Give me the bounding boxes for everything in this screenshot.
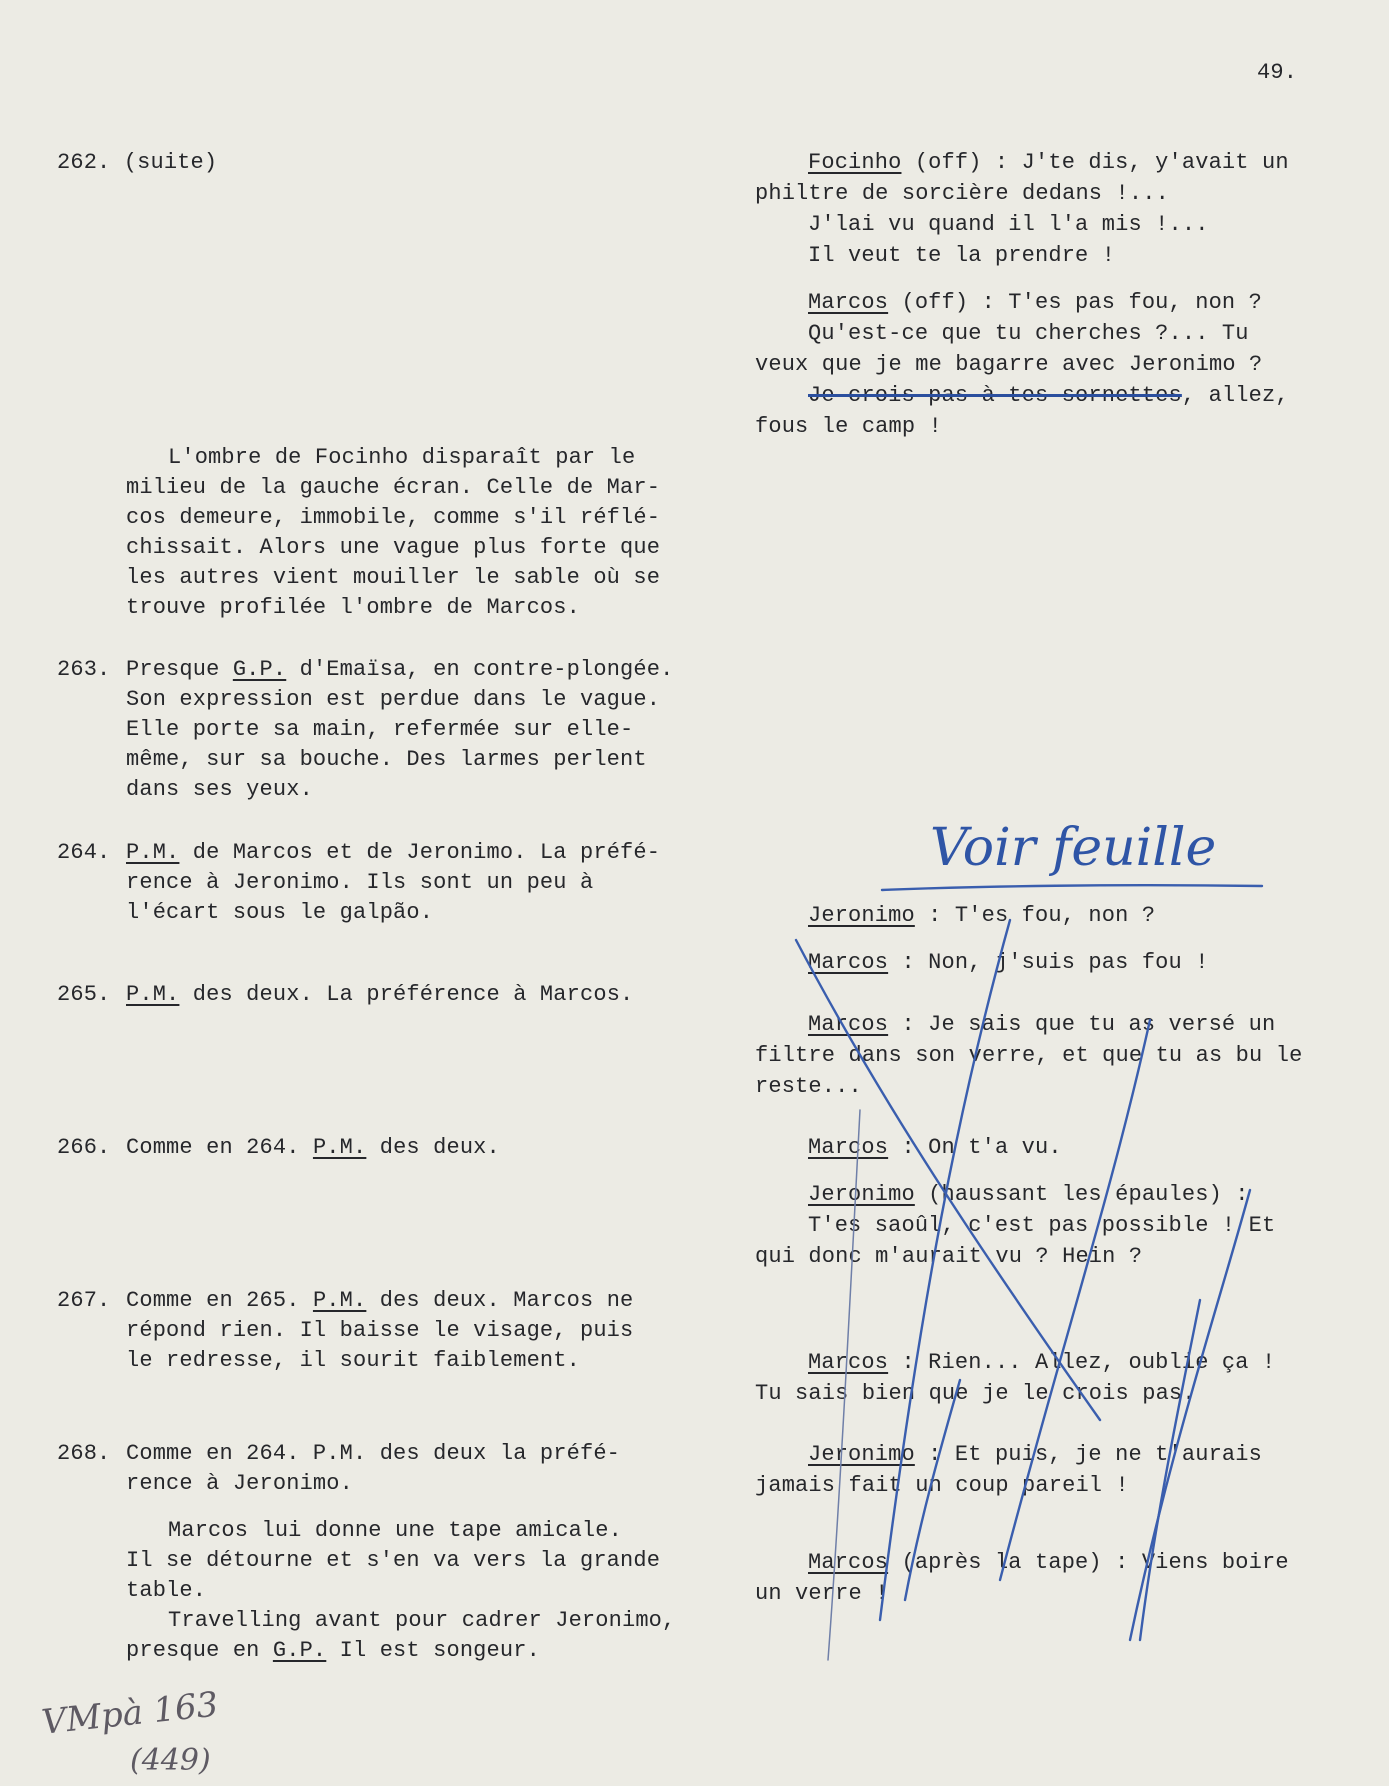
- shot-line: Son expression est perdue dans le vague.: [126, 687, 661, 712]
- para-line: milieu de la gauche écran. Celle de Mar-: [126, 475, 661, 500]
- para-line: trouve profilée l'ombre de Marcos.: [126, 595, 580, 620]
- dialogue-line: J'lai vu quand il l'a mis !...: [808, 212, 1209, 237]
- dialogue-line: qui donc m'aurait vu ? Hein ?: [755, 1244, 1143, 1269]
- shot-number: 268.: [57, 1441, 111, 1466]
- shot-number: 266.: [57, 1135, 111, 1160]
- shot-line: rence à Jeronimo. Ils sont un peu à: [126, 870, 594, 895]
- action-line: Marcos lui donne une tape amicale.: [168, 1518, 622, 1543]
- action-line: presque en G.P. Il est songeur.: [126, 1638, 540, 1663]
- shot-number: 263.: [57, 657, 111, 682]
- action-line: table.: [126, 1578, 207, 1603]
- para-line: chissait. Alors une vague plus forte que: [126, 535, 661, 560]
- dialogue-line: philtre de sorcière dedans !...: [755, 181, 1169, 206]
- action-line: Il se détourne et s'en va vers la grande: [126, 1548, 661, 1573]
- dialogue-line: Focinho (off) : J'te dis, y'avait un: [808, 150, 1289, 175]
- speaker-name: Marcos: [808, 1350, 889, 1375]
- speaker-name: Jeronimo: [808, 903, 915, 928]
- shot-line: même, sur sa bouche. Des larmes perlent: [126, 747, 647, 772]
- cross-stroke: [1000, 1020, 1150, 1580]
- dialogue-line: Marcos : On t'a vu.: [808, 1135, 1062, 1160]
- dialogue-line: Marcos : Je sais que tu as versé un: [808, 1012, 1276, 1037]
- speaker-name: Marcos: [808, 950, 889, 975]
- page-number: 49.: [1257, 60, 1298, 85]
- dialogue-line: un verre !: [755, 1581, 889, 1606]
- cross-stroke: [1130, 1190, 1250, 1640]
- shot-line: le redresse, il sourit faiblement.: [126, 1348, 580, 1373]
- shot-size: P.M.: [126, 840, 180, 865]
- cross-stroke: [880, 920, 1010, 1620]
- shot-line: l'écart sous le galpão.: [126, 900, 434, 925]
- dialogue-line: jamais fait un coup pareil !: [755, 1473, 1129, 1498]
- struck-text: Je crois pas à tes sornettes: [808, 383, 1182, 408]
- shot-number: 264.: [57, 840, 111, 865]
- shot-line: P.M. des deux. La préférence à Marcos.: [126, 982, 634, 1007]
- speaker-name: Jeronimo: [808, 1182, 915, 1207]
- shot-line: Elle porte sa main, refermée sur elle-: [126, 717, 634, 742]
- dialogue-line: Jeronimo (haussant les épaules) :: [808, 1182, 1249, 1207]
- dialogue-line: Tu sais bien que je le crois pas.: [755, 1381, 1196, 1406]
- shot-line: Comme en 264. P.M. des deux.: [126, 1135, 500, 1160]
- speaker-name: Focinho: [808, 150, 902, 175]
- action-line: Travelling avant pour cadrer Jeronimo,: [168, 1608, 676, 1633]
- shot-size: P.M.: [312, 1288, 367, 1313]
- dialogue-line: T'es saoûl, c'est pas possible ! Et: [808, 1213, 1276, 1238]
- speaker-name: Jeronimo: [808, 1442, 915, 1467]
- shot-line: Presque G.P. d'Emaïsa, en contre-plongée.: [126, 657, 674, 682]
- shot-number: 267.: [57, 1288, 111, 1313]
- dialogue-line: Marcos : Non, j'suis pas fou !: [808, 950, 1209, 975]
- para-line: L'ombre de Focinho disparaît par le: [168, 445, 636, 470]
- speaker-name: Marcos: [808, 290, 889, 315]
- dialogue-line: Il veut te la prendre !: [808, 243, 1116, 268]
- dialogue-line: Marcos : Rien... Allez, oublie ça !: [808, 1350, 1276, 1375]
- dialogue-line: reste...: [755, 1074, 862, 1099]
- shot-size: G.P.: [272, 1638, 327, 1663]
- pencil-stroke: [828, 1110, 860, 1660]
- shot-line: répond rien. Il baisse le visage, puis: [126, 1318, 634, 1343]
- shot-number: 265.: [57, 982, 111, 1007]
- cross-stroke: [905, 1380, 960, 1600]
- dialogue-line: Qu'est-ce que tu cherches ?... Tu: [808, 321, 1249, 346]
- speaker-name: Marcos: [808, 1550, 889, 1575]
- shot-size: P.M.: [312, 1135, 367, 1160]
- archive-note-line2: (449): [130, 1743, 211, 1778]
- dialogue-line: Marcos (off) : T'es pas fou, non ?: [808, 290, 1262, 315]
- shot-line: dans ses yeux.: [126, 777, 313, 802]
- note-underline: [882, 885, 1262, 890]
- shot-line: Comme en 264. P.M. des deux la préfé-: [126, 1441, 621, 1466]
- dialogue-line: Je crois pas à tes sornettes, allez,: [808, 383, 1289, 408]
- speaker-name: Marcos: [808, 1135, 889, 1160]
- dialogue-line: veux que je me bagarre avec Jeronimo ?: [755, 352, 1263, 377]
- handwritten-note: Voir feuille: [930, 818, 1217, 878]
- shot-size: G.P.: [232, 657, 287, 682]
- archive-note-line1: VMpà 163: [39, 1684, 221, 1743]
- shot-line: Comme en 265. P.M. des deux. Marcos ne: [126, 1288, 634, 1313]
- dialogue-line: fous le camp !: [755, 414, 942, 439]
- shot-line: rence à Jeronimo.: [126, 1471, 353, 1496]
- dialogue-line: filtre dans son verre, et que tu as bu le: [755, 1043, 1303, 1068]
- shot-262-heading: 262. (suite): [57, 150, 218, 175]
- shot-line: P.M. de Marcos et de Jeronimo. La préfé-: [126, 840, 661, 865]
- dialogue-line: Jeronimo : Et puis, je ne t'aurais: [808, 1442, 1262, 1467]
- shot-size: P.M.: [126, 982, 180, 1007]
- para-line: cos demeure, immobile, comme s'il réflé-: [126, 505, 661, 530]
- speaker-name: Marcos: [808, 1012, 889, 1037]
- dialogue-line: Marcos (après la tape) : Viens boire: [808, 1550, 1289, 1575]
- para-line: les autres vient mouiller le sable où se: [126, 565, 661, 590]
- dialogue-line: Jeronimo : T'es fou, non ?: [808, 903, 1156, 928]
